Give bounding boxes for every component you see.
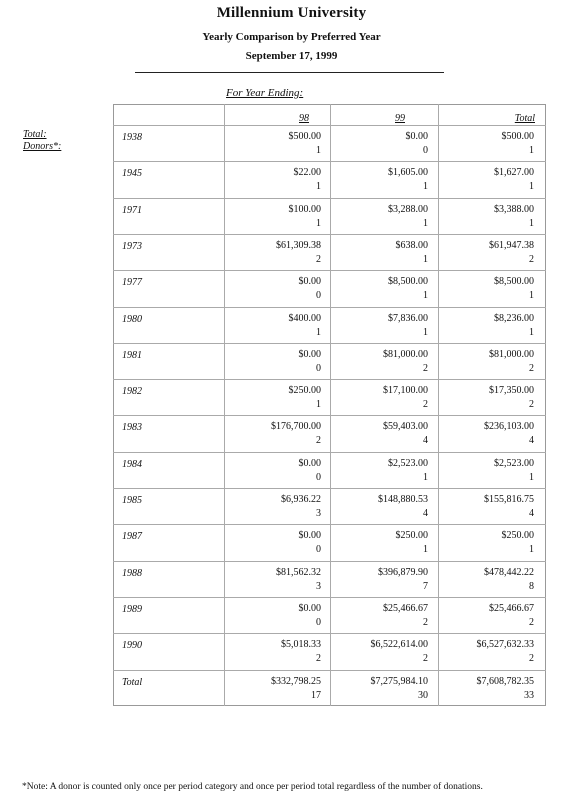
amount-value: $6,936.22 bbox=[281, 494, 321, 505]
donor-count: 0 bbox=[316, 290, 321, 302]
amount-value: $250.00 bbox=[395, 530, 428, 542]
cell-total bbox=[444, 675, 534, 703]
report-subtitle: Yearly Comparison by Preferred Year bbox=[202, 31, 381, 43]
cell-98 bbox=[231, 529, 321, 557]
amount-value: $61,309.38 bbox=[276, 239, 321, 251]
amount-value: $100.00 bbox=[288, 203, 321, 215]
cell-total bbox=[444, 457, 534, 485]
donor-count: 1 bbox=[529, 181, 534, 193]
donor-count: 7 bbox=[423, 580, 428, 592]
donor-count: 30 bbox=[418, 689, 428, 701]
amount-value: $8,500.00 bbox=[388, 276, 428, 288]
amount-value: $7,836.00 bbox=[388, 312, 428, 324]
cell-99 bbox=[338, 638, 428, 666]
row-year: 1973 bbox=[122, 240, 142, 252]
cell-98 bbox=[231, 675, 321, 703]
row-year: 1985 bbox=[122, 495, 142, 506]
cell-98 bbox=[231, 493, 321, 521]
amount-value: $8,500.00 bbox=[494, 276, 534, 288]
donor-count: 33 bbox=[524, 689, 534, 701]
cell-total bbox=[444, 275, 534, 303]
donor-count: 1 bbox=[529, 471, 534, 483]
cell-total bbox=[444, 529, 534, 557]
donor-count: 2 bbox=[423, 653, 428, 665]
amount-value: $3,388.00 bbox=[494, 203, 534, 215]
table-row bbox=[113, 633, 546, 671]
donor-count: 2 bbox=[316, 253, 321, 265]
donor-count: 3 bbox=[316, 508, 321, 519]
table-row bbox=[113, 379, 546, 417]
amount-value: $1,627.00 bbox=[494, 167, 534, 179]
row-year: 1983 bbox=[122, 422, 142, 434]
amount-value: $6,527,632.33 bbox=[476, 639, 534, 651]
cell-99 bbox=[338, 312, 428, 340]
amount-value: $7,275,984.10 bbox=[370, 675, 428, 687]
donor-count: 1 bbox=[423, 471, 428, 483]
cell-total bbox=[444, 203, 534, 231]
donor-count: 0 bbox=[316, 616, 321, 628]
donor-count: 0 bbox=[316, 471, 321, 483]
amount-value: $25,466.67 bbox=[489, 602, 534, 614]
amount-value: $400.00 bbox=[288, 312, 321, 324]
table-row bbox=[113, 561, 546, 599]
cell-99 bbox=[338, 493, 428, 521]
row-year: 1938 bbox=[122, 132, 142, 143]
amount-value: $8,236.00 bbox=[494, 312, 534, 324]
cell-98 bbox=[231, 566, 321, 594]
donor-count: 4 bbox=[529, 435, 534, 447]
amount-value: $638.00 bbox=[395, 239, 428, 251]
donor-count: 1 bbox=[529, 217, 534, 229]
cell-99 bbox=[338, 420, 428, 448]
cell-99 bbox=[338, 675, 428, 703]
donor-count: 2 bbox=[529, 653, 534, 665]
column-header-99: 99 bbox=[395, 113, 405, 124]
donor-count: 1 bbox=[423, 217, 428, 229]
row-year: 1945 bbox=[122, 168, 142, 180]
cell-98 bbox=[231, 602, 321, 630]
amount-value: $3,288.00 bbox=[388, 203, 428, 215]
cell-99 bbox=[338, 457, 428, 485]
cell-total bbox=[444, 602, 534, 630]
row-year: 1981 bbox=[122, 349, 142, 361]
amount-value: $1,605.00 bbox=[388, 167, 428, 179]
row-year: 1989 bbox=[122, 603, 142, 615]
row-year: 1984 bbox=[122, 458, 142, 470]
for-year-ending-label: For Year Ending: bbox=[226, 87, 304, 99]
amount-value: $0.00 bbox=[298, 276, 321, 288]
amount-value: $500.00 bbox=[501, 131, 534, 142]
donor-count: 1 bbox=[316, 326, 321, 338]
amount-value: $250.00 bbox=[288, 385, 321, 397]
total-label: Total: bbox=[23, 129, 47, 140]
table-row bbox=[113, 597, 546, 635]
cell-total bbox=[444, 493, 534, 521]
cell-99 bbox=[338, 566, 428, 594]
row-year: 1977 bbox=[122, 277, 142, 289]
table-row bbox=[113, 234, 546, 272]
cell-98 bbox=[231, 239, 321, 267]
cell-total bbox=[444, 130, 534, 158]
table-row bbox=[113, 161, 546, 199]
row-year: 1971 bbox=[122, 204, 142, 216]
donor-count: 1 bbox=[529, 544, 534, 556]
report-date: September 17, 1999 bbox=[245, 50, 338, 62]
table-row bbox=[113, 198, 546, 236]
cell-total bbox=[444, 239, 534, 267]
cell-98 bbox=[231, 348, 321, 376]
cell-98 bbox=[231, 166, 321, 194]
row-year: 1982 bbox=[122, 386, 142, 398]
donor-count: 2 bbox=[529, 362, 534, 374]
amount-value: $0.00 bbox=[298, 457, 321, 469]
table-row bbox=[113, 524, 546, 562]
cell-99 bbox=[338, 130, 428, 158]
table-row bbox=[113, 307, 546, 345]
cell-98 bbox=[231, 457, 321, 485]
donor-count: 4 bbox=[529, 508, 534, 519]
table-row bbox=[113, 488, 546, 526]
table-row bbox=[113, 452, 546, 490]
row-year: 1990 bbox=[122, 640, 142, 652]
donor-count: 1 bbox=[423, 544, 428, 556]
cell-total bbox=[444, 638, 534, 666]
amount-value: $332,798.25 bbox=[271, 675, 321, 687]
cell-99 bbox=[338, 239, 428, 267]
donor-count: 1 bbox=[529, 290, 534, 302]
amount-value: $22.00 bbox=[293, 167, 321, 179]
amount-value: $5,018.33 bbox=[281, 639, 321, 651]
amount-value: $176,700.00 bbox=[271, 421, 321, 433]
cell-99 bbox=[338, 166, 428, 194]
amount-value: $148,880.53 bbox=[378, 494, 428, 505]
donor-count: 1 bbox=[529, 326, 534, 338]
amount-value: $236,103.00 bbox=[484, 421, 534, 433]
donor-count: 1 bbox=[423, 181, 428, 193]
cell-total bbox=[444, 166, 534, 194]
cell-98 bbox=[231, 275, 321, 303]
donor-count: 2 bbox=[529, 253, 534, 265]
row-year: 1980 bbox=[122, 313, 142, 325]
table-row bbox=[113, 270, 546, 308]
cell-total bbox=[444, 384, 534, 412]
amount-value: $500.00 bbox=[288, 131, 321, 142]
amount-value: $0.00 bbox=[298, 602, 321, 614]
cell-99 bbox=[338, 203, 428, 231]
amount-value: $396,879.90 bbox=[378, 566, 428, 578]
column-header-98: 98 bbox=[299, 113, 309, 124]
donor-count: 2 bbox=[423, 616, 428, 628]
donor-count: 1 bbox=[316, 399, 321, 411]
amount-value: $2,523.00 bbox=[388, 457, 428, 469]
report-title: Millennium University bbox=[216, 5, 367, 21]
amount-value: $250.00 bbox=[501, 530, 534, 542]
side-label bbox=[23, 129, 61, 153]
cell-total bbox=[444, 312, 534, 340]
cell-99 bbox=[338, 275, 428, 303]
donor-count: 2 bbox=[529, 616, 534, 628]
amount-value: $81,000.00 bbox=[489, 348, 534, 360]
donor-count: 2 bbox=[423, 399, 428, 411]
table-row bbox=[113, 343, 546, 381]
cell-99 bbox=[338, 529, 428, 557]
amount-value: $155,816.75 bbox=[484, 494, 534, 505]
row-year: 1988 bbox=[122, 567, 142, 579]
amount-value: $478,442.22 bbox=[484, 566, 534, 578]
donor-count: 0 bbox=[423, 145, 428, 156]
amount-value: $6,522,614.00 bbox=[370, 639, 428, 651]
amount-value: $17,100.00 bbox=[383, 385, 428, 397]
cell-total bbox=[444, 420, 534, 448]
amount-value: $0.00 bbox=[405, 131, 428, 142]
donor-count: 2 bbox=[529, 399, 534, 411]
cell-98 bbox=[231, 312, 321, 340]
amount-value: $0.00 bbox=[298, 530, 321, 542]
donor-count: 1 bbox=[423, 253, 428, 265]
table-row bbox=[113, 415, 546, 453]
amount-value: $81,000.00 bbox=[383, 348, 428, 360]
donor-count: 0 bbox=[316, 362, 321, 374]
cell-98 bbox=[231, 384, 321, 412]
amount-value: $59,403.00 bbox=[383, 421, 428, 433]
cell-99 bbox=[338, 384, 428, 412]
amount-value: $25,466.67 bbox=[383, 602, 428, 614]
amount-value: $17,350.00 bbox=[489, 385, 534, 397]
cell-total bbox=[444, 348, 534, 376]
donor-count: 3 bbox=[316, 580, 321, 592]
cell-98 bbox=[231, 130, 321, 158]
amount-value: $0.00 bbox=[298, 348, 321, 360]
donor-count: 17 bbox=[311, 689, 321, 701]
amount-value: $2,523.00 bbox=[494, 457, 534, 469]
amount-value: $81,562.32 bbox=[276, 566, 321, 578]
donor-count: 4 bbox=[423, 435, 428, 447]
cell-total bbox=[444, 566, 534, 594]
cell-98 bbox=[231, 638, 321, 666]
cell-98 bbox=[231, 420, 321, 448]
title-rule bbox=[135, 72, 444, 73]
cell-98 bbox=[231, 203, 321, 231]
table-row bbox=[113, 125, 546, 163]
amount-value: $7,608,782.35 bbox=[476, 675, 534, 687]
donor-count: 1 bbox=[316, 217, 321, 229]
donor-count: 1 bbox=[529, 145, 534, 156]
donor-count: 1 bbox=[423, 290, 428, 302]
donor-count: 1 bbox=[316, 145, 321, 156]
row-year: Total bbox=[122, 676, 143, 688]
donor-count: 0 bbox=[316, 544, 321, 556]
footnote: *Note: A donor is counted only once per period category and once per period total regardless of the number of donations. bbox=[22, 782, 483, 792]
amount-value: $61,947.38 bbox=[489, 239, 534, 251]
donors-label: Donors*: bbox=[23, 141, 62, 152]
table-row bbox=[113, 670, 546, 708]
donor-count: 8 bbox=[529, 580, 534, 592]
donor-count: 1 bbox=[316, 181, 321, 193]
donor-count: 2 bbox=[423, 362, 428, 374]
cell-99 bbox=[338, 348, 428, 376]
column-header-total: Total bbox=[514, 113, 535, 124]
donor-count: 4 bbox=[423, 508, 428, 519]
donor-count: 2 bbox=[316, 653, 321, 665]
donor-count: 1 bbox=[423, 326, 428, 338]
row-year: 1987 bbox=[122, 531, 142, 543]
donor-count: 2 bbox=[316, 435, 321, 447]
cell-99 bbox=[338, 602, 428, 630]
